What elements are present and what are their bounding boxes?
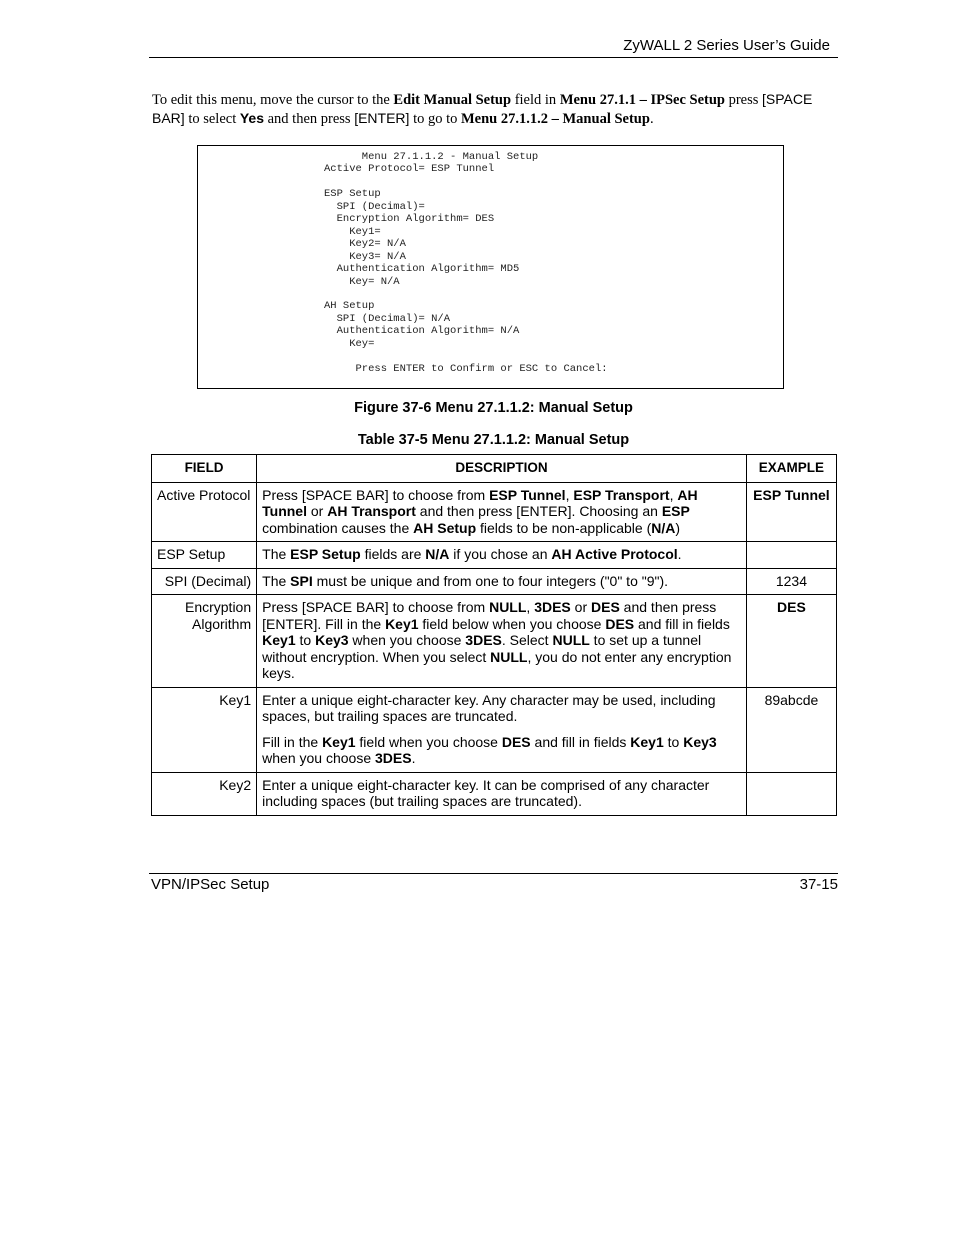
description-cell [257, 595, 747, 688]
description-text: , [526, 599, 535, 615]
description-bold-term: Key1 [385, 615, 419, 632]
description-bold-term: N/A [425, 546, 450, 562]
description-bold-term: ESP Setup [290, 546, 361, 562]
page-header-title: ZyWALL 2 Series User’s Guide [623, 37, 830, 54]
description-bold-term: Key1 [630, 733, 664, 750]
intro-text-1: To edit this menu, move the cursor to the [152, 92, 394, 108]
table-row [152, 568, 837, 595]
description-bold-term: NULL [490, 648, 528, 665]
field-cell: ESP Setup [152, 542, 257, 569]
description-text: and then press [ENTER]. Fill in the [262, 599, 717, 632]
field-cell: Active Protocol [152, 482, 257, 542]
description-text: , [565, 486, 574, 503]
description-paragraph [262, 777, 741, 810]
intro-text-4: to select [184, 111, 240, 127]
description-text: fields are [360, 546, 426, 562]
field-cell: Encryption Algorithm [152, 595, 257, 688]
description-text: to [295, 632, 316, 648]
intro-key-space-bar: [SPACE BAR] [152, 91, 813, 126]
description-text: and then press [ENTER]. Choosing an [415, 503, 662, 519]
description-text: or [306, 503, 328, 519]
header-description: DESCRIPTION [257, 455, 747, 483]
description-text: . [677, 546, 682, 562]
field-cell: Key1 [152, 687, 257, 772]
description-bold-term: DES [605, 615, 635, 632]
description-text: The [262, 546, 291, 562]
terminal-screen [197, 145, 784, 389]
intro-text-2: field in [511, 92, 560, 108]
description-bold-term: Key1 [322, 733, 356, 750]
description-text: field when you choose [355, 733, 502, 750]
description-bold-term: AH Active Protocol [551, 546, 678, 562]
table-row [152, 542, 837, 569]
manual-setup-table [151, 454, 837, 816]
footer-section-title: VPN/IPSec Setup [151, 876, 270, 893]
description-text: . Select [501, 632, 553, 648]
description-bold-term: ESP Tunnel [489, 486, 566, 503]
description-bold-term: AH Setup [413, 519, 477, 536]
description-cell [257, 568, 747, 595]
description-bold-term: SPI [290, 572, 313, 589]
example-cell: 1234 [746, 568, 836, 595]
description-bold-term: ESP [661, 503, 690, 519]
description-cell [257, 772, 747, 815]
description-text: when you choose [262, 750, 375, 766]
intro-text-3: press [724, 92, 763, 108]
description-text: Press [SPACE BAR] to choose from [262, 486, 490, 503]
header-example: EXAMPLE [746, 455, 836, 483]
description-paragraph [262, 487, 741, 537]
table-header-row [152, 455, 837, 483]
intro-bold-menu-manual-setup: Menu 27.1.1.2 – Manual Setup [461, 111, 650, 127]
description-paragraph [262, 692, 741, 725]
description-bold-term: DES [501, 733, 531, 750]
description-bold-term: 3DES [534, 599, 571, 615]
description-text: when you choose [348, 632, 466, 648]
terminal-text: Menu 27.1.1.2 - Manual Setup Active Protocol= ESP Tunnel ESP Setup SPI (Decimal)= Encryption Algorithm= DES Key1= Key2= N/A Key3= N/A Authentication Algorithm= MD5 Key= N/A AH Setup SPI (Decimal)= N/A Authentication Algorithm= N/A Key= Press ENTER to Confirm or ESC to Cancel: [324, 151, 608, 375]
description-text: Enter a unique eight-character key. It can be comprised of any character including spaces (but trailing spaces are truncated). [262, 776, 710, 809]
table-row [152, 482, 837, 542]
example-cell: 89abcde [746, 687, 836, 772]
example-cell [746, 772, 836, 815]
header-rule [149, 57, 838, 58]
example-cell: ESP Tunnel [746, 482, 836, 542]
description-bold-term: NULL [552, 632, 590, 648]
description-bold-term: Key1 [262, 632, 296, 648]
intro-bold-edit-manual-setup: Edit Manual Setup [393, 92, 512, 108]
description-bold-term: NULL [489, 599, 527, 615]
description-paragraph [262, 573, 741, 590]
description-cell [257, 542, 747, 569]
description-text: . [411, 750, 416, 766]
description-text: fields to be non-applicable ( [476, 519, 652, 536]
description-text: ) [675, 519, 681, 536]
figure-caption: Figure 37-6 Menu 27.1.1.2: Manual Setup [354, 400, 633, 416]
description-text: and fill in fields [530, 733, 631, 750]
field-cell: SPI (Decimal) [152, 568, 257, 595]
intro-text-6: to go to [409, 111, 461, 127]
description-text: , you do not enter any encryption keys. [262, 648, 732, 681]
footer-page-number: 37-15 [799, 876, 838, 893]
intro-text-5: and then press [264, 111, 355, 127]
description-bold-term: ESP Transport [573, 486, 670, 503]
description-bold-term: 3DES [375, 750, 412, 766]
description-text: if you chose an [449, 546, 552, 562]
footer-rule [149, 873, 838, 874]
table-row [152, 595, 837, 688]
description-bold-term: AH Tunnel [262, 486, 698, 519]
description-text: Fill in the [262, 733, 323, 750]
description-bold-term: Key3 [315, 632, 349, 648]
intro-text-7: . [649, 111, 654, 127]
description-paragraph [262, 734, 741, 767]
description-text: combination causes the [262, 519, 414, 536]
description-text: Enter a unique eight-character key. Any character may be used, including spaces, but trailing spaces are truncated. [262, 691, 716, 724]
example-cell: DES [746, 595, 836, 688]
description-text: to set up a tunnel without encryption. When you select [262, 632, 702, 665]
description-text: must be unique and from one to four integers ("0" to "9"). [312, 572, 669, 589]
field-cell: Key2 [152, 772, 257, 815]
table-body [152, 482, 837, 815]
intro-key-enter: [ENTER] [354, 110, 410, 126]
table-row [152, 772, 837, 815]
description-bold-term: N/A [651, 519, 676, 536]
description-text: , [669, 486, 678, 503]
description-text: The [262, 572, 291, 589]
description-bold-term: DES [591, 599, 620, 615]
description-cell [257, 482, 747, 542]
description-text: Press [SPACE BAR] to choose from [262, 599, 490, 615]
table-row [152, 687, 837, 772]
example-cell [746, 542, 836, 569]
table-caption: Table 37-5 Menu 27.1.1.2: Manual Setup [357, 432, 630, 448]
header-field: FIELD [152, 455, 257, 483]
description-bold-term: Key3 [683, 733, 717, 750]
description-bold-term: 3DES [465, 632, 502, 648]
description-bold-term: AH Transport [327, 503, 416, 519]
description-text: to [663, 733, 684, 750]
intro-key-yes: Yes [239, 110, 264, 126]
intro-paragraph [152, 90, 842, 128]
intro-bold-menu-ipsec-setup: Menu 27.1.1 – IPSec Setup [559, 92, 725, 108]
description-text: and fill in fields [634, 615, 730, 632]
description-paragraph [262, 599, 741, 682]
description-paragraph [262, 546, 741, 563]
description-text: field below when you choose [418, 615, 606, 632]
description-cell [257, 687, 747, 772]
description-text: or [570, 599, 591, 615]
